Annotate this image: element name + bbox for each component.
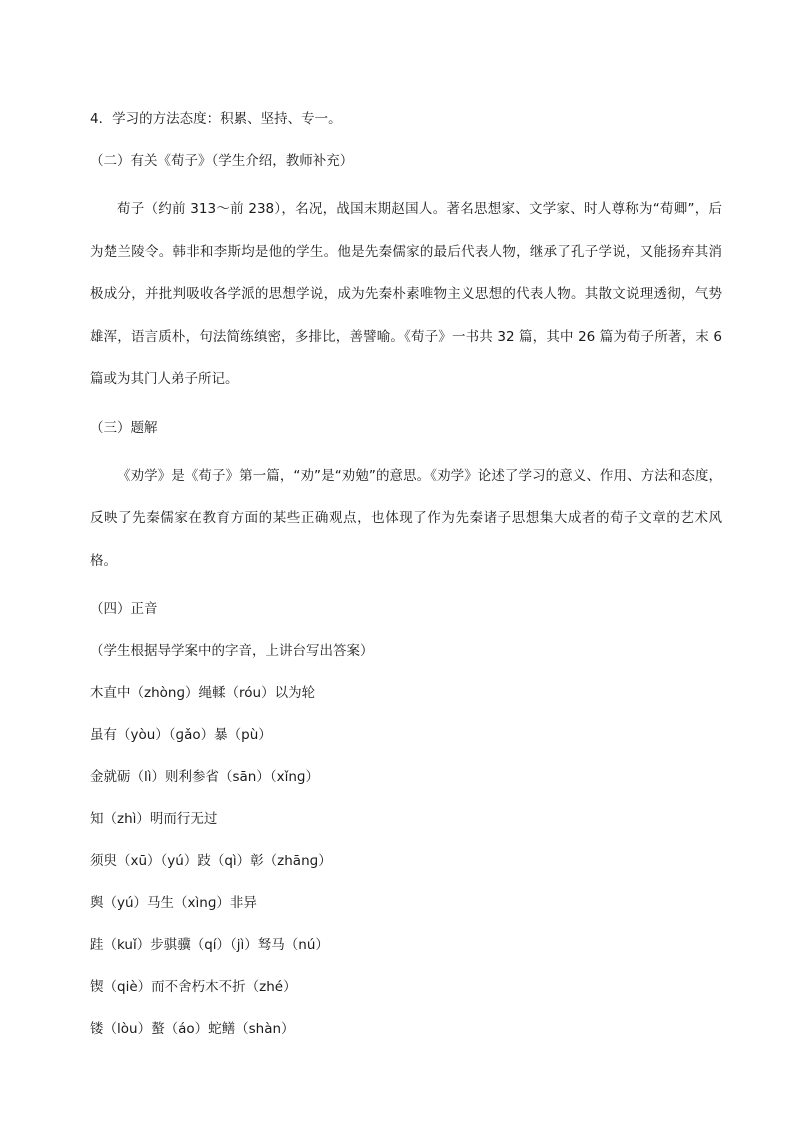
pinyin-line: 虽有（yòu）（ɡǎo）暴（pù）	[90, 727, 272, 743]
pinyin-line: 须臾（xū）（yú）跂（qì）彰（zhānɡ）	[90, 853, 332, 869]
tijie-paragraph: 《劝学》是《荀子》第一篇，“劝”是“劝勉”的意思。《劝学》论述了学习的意义、作用、方法和态度，反映了先秦儒家在教育方面的某些正确观点，也体现了作为先秦诸子思想集大成者的荀子文章的艺术风格。	[90, 467, 722, 569]
section-heading-zhengyin: （四）正音	[90, 601, 158, 617]
pinyin-line: 金就砺（lì）则利参省（sān）（xǐnɡ）	[90, 769, 319, 785]
section-heading-xunzi: （二）有关《荀子》（学生介绍，教师补充）	[90, 153, 354, 169]
pinyin-line: 舆（yú）马生（xìnɡ）非异	[90, 895, 257, 911]
pinyin-line: 木直中（zhònɡ）绳輮（róu）以为轮	[90, 685, 316, 701]
pinyin-line: 镂（lòu）螯（áo）蛇鳝（shàn）	[90, 1021, 295, 1037]
pinyin-line: 锲（qiè）而不舍朽木不折（zhé）	[90, 979, 297, 995]
zhengyin-note: （学生根据导学案中的字音，上讲台写出答案）	[90, 643, 374, 659]
pinyin-line: 跬（kuǐ）步骐骥（qí）（jì）驽马（nú）	[90, 937, 329, 953]
xunzi-paragraph: 荀子（约前 313～前 238），名况，战国末期赵国人。著名思想家、文学家、时人尊称为“荀卿”，后为楚兰陵令。韩非和李斯均是他的学生。他是先秦儒家的最后代表人物，继承了孔子学说，又能扬弃其消极成分，并批判吸收各学派的思想学说，成为先秦朴素唯物主义思想的代表人物。其散文说理透彻，气势雄浑，语言质朴，句法简练缜密，多排比，善譬喻。《荀子》一书共 32 篇，其中 26 篇为荀子所著，末 6 篇或为其门人弟子所记。	[90, 201, 722, 387]
pinyin-line: 知（zhì）明而行无过	[90, 811, 218, 827]
section-heading-tijie: （三）题解	[90, 419, 158, 436]
document-body	[90, 104, 722, 1044]
method-line: 4．学习的方法态度：积累、坚持、专一。	[90, 111, 342, 127]
